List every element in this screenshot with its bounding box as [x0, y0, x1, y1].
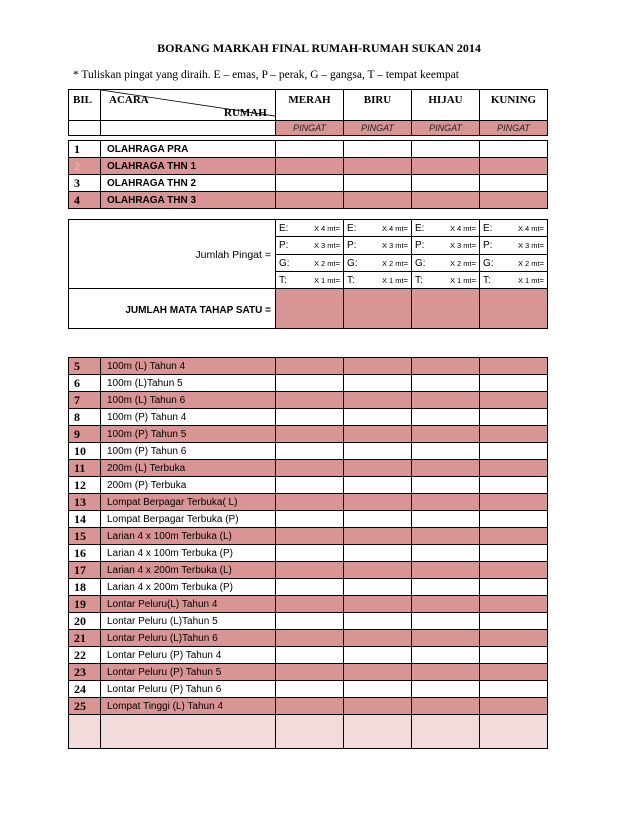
row-number: 20	[69, 613, 101, 630]
score-cell-merah[interactable]	[276, 426, 344, 443]
medal-multiplier: X 3 mt=	[381, 241, 408, 250]
score-cell-merah[interactable]	[276, 528, 344, 545]
score-cell-merah[interactable]	[276, 375, 344, 392]
row-number: 22	[69, 647, 101, 664]
score-cell-hijau[interactable]	[412, 528, 480, 545]
event-name: Larian 4 x 100m Terbuka (L)	[101, 528, 276, 545]
table-row	[69, 511, 548, 528]
table-row	[69, 409, 548, 426]
score-cell-kuning[interactable]	[480, 681, 548, 698]
score-cell-biru[interactable]	[344, 698, 412, 715]
medal-input-cell[interactable]	[276, 220, 344, 237]
medal-multiplier: X 2 mt=	[449, 258, 476, 268]
score-cell-biru[interactable]	[344, 443, 412, 460]
medal-multiplier: X 4 mt=	[517, 223, 544, 233]
score-cell-hijau[interactable]	[412, 443, 480, 460]
row-number: 16	[69, 545, 101, 562]
table-row	[69, 698, 548, 715]
medal-multiplier: X 2 mt=	[517, 258, 544, 268]
event-name: Lontar Peluru (P) Tahun 4	[101, 647, 276, 664]
medal-code: G:	[279, 257, 290, 269]
acara-rumah-header	[101, 90, 276, 121]
medal-code: E:	[483, 222, 493, 234]
medal-code: P:	[415, 240, 425, 251]
table-row	[69, 562, 548, 579]
score-cell-kuning[interactable]	[480, 460, 548, 477]
summary-table	[68, 219, 548, 329]
score-cell-biru[interactable]	[344, 358, 412, 375]
pingat-label: PINGAT	[344, 121, 412, 136]
event-name: Lontar Peluru (P) Tahun 5	[101, 664, 276, 681]
blank-cell	[101, 121, 276, 136]
table-row	[69, 192, 548, 209]
medal-code: E:	[347, 222, 357, 234]
score-cell-biru[interactable]	[344, 141, 412, 158]
score-cell-biru[interactable]	[344, 460, 412, 477]
event-name: 100m (L) Tahun 4	[101, 358, 276, 375]
row-number: 23	[69, 664, 101, 681]
score-cell-biru[interactable]	[344, 528, 412, 545]
blank-cell	[69, 121, 101, 136]
event-name: 100m (P) Tahun 4	[101, 409, 276, 426]
blank-cell[interactable]	[480, 715, 548, 749]
table-row	[69, 426, 548, 443]
score-cell-kuning[interactable]	[480, 358, 548, 375]
score-cell-merah[interactable]	[276, 477, 344, 494]
row-number: 6	[69, 375, 101, 392]
table-row	[69, 596, 548, 613]
score-cell-biru[interactable]	[344, 511, 412, 528]
medal-multiplier: X 4 mt=	[449, 223, 476, 233]
pingat-label: PINGAT	[480, 121, 548, 136]
score-cell-kuning[interactable]	[480, 426, 548, 443]
medal-multiplier: X 3 mt=	[517, 241, 544, 250]
event-name: 100m (P) Tahun 5	[101, 426, 276, 443]
table-row	[69, 681, 548, 698]
house-hijau-header: HIJAU	[412, 90, 480, 121]
score-cell-hijau[interactable]	[412, 141, 480, 158]
medal-multiplier: X 1 mt=	[449, 275, 476, 285]
score-cell-kuning[interactable]	[480, 192, 548, 209]
score-cell-merah[interactable]	[276, 596, 344, 613]
score-cell-biru[interactable]	[344, 647, 412, 664]
event-name: Lontar Peluru (P) Tahun 6	[101, 681, 276, 698]
score-cell-kuning[interactable]	[480, 596, 548, 613]
score-cell-biru[interactable]	[344, 409, 412, 426]
blank-cell	[101, 715, 276, 749]
medal-multiplier: X 4 mt=	[313, 223, 340, 233]
score-cell-biru[interactable]	[344, 664, 412, 681]
event-name: Lompat Tinggi (L) Tahun 4	[101, 698, 276, 715]
house-merah-header: MERAH	[276, 90, 344, 121]
score-cell-merah[interactable]	[276, 647, 344, 664]
table-row	[69, 647, 548, 664]
medal-code: G:	[347, 257, 358, 269]
blank-cell[interactable]	[412, 715, 480, 749]
score-cell-biru[interactable]	[344, 192, 412, 209]
acara-header: ACARA	[109, 94, 149, 106]
event-name: Lontar Peluru(L) Tahun 4	[101, 596, 276, 613]
event-name: 100m (L) Tahun 6	[101, 392, 276, 409]
score-cell-hijau[interactable]	[412, 158, 480, 175]
event-name: OLAHRAGA PRA	[101, 141, 276, 158]
row-number: 19	[69, 596, 101, 613]
table-row	[69, 494, 548, 511]
score-cell-kuning[interactable]	[480, 562, 548, 579]
score-cell-merah[interactable]	[276, 358, 344, 375]
medal-code: P:	[483, 240, 493, 251]
jumlah-pingat-label-cell	[69, 220, 276, 289]
row-number: 10	[69, 443, 101, 460]
score-cell-merah[interactable]	[276, 681, 344, 698]
table-row	[69, 175, 548, 192]
table-row	[69, 158, 548, 175]
medal-input-cell[interactable]	[480, 237, 548, 255]
medal-input-cell[interactable]	[276, 237, 344, 255]
score-cell-kuning[interactable]	[480, 698, 548, 715]
score-cell-hijau[interactable]	[412, 477, 480, 494]
score-cell-hijau[interactable]	[412, 426, 480, 443]
score-cell-merah[interactable]	[276, 443, 344, 460]
medal-multiplier: X 1 mt=	[517, 275, 544, 285]
pingat-label: PINGAT	[276, 121, 344, 136]
score-cell-kuning[interactable]	[480, 528, 548, 545]
score-cell-merah[interactable]	[276, 511, 344, 528]
table-row	[69, 392, 548, 409]
pingat-row	[69, 121, 548, 136]
medal-multiplier: X 1 mt=	[313, 275, 340, 285]
medal-code: T:	[279, 274, 287, 286]
medal-multiplier: X 2 mt=	[381, 258, 408, 268]
score-cell-kuning[interactable]	[480, 175, 548, 192]
header-row	[69, 90, 548, 121]
score-cell-hijau[interactable]	[412, 192, 480, 209]
table-row	[69, 477, 548, 494]
score-cell-merah[interactable]	[276, 409, 344, 426]
score-cell-biru[interactable]	[344, 175, 412, 192]
bil-header: BIL	[69, 90, 101, 121]
table-row	[69, 141, 548, 158]
table-row	[69, 579, 548, 596]
score-cell-biru[interactable]	[344, 613, 412, 630]
table-row	[69, 664, 548, 681]
row-number: 24	[69, 681, 101, 698]
score-cell-kuning[interactable]	[480, 141, 548, 158]
table-row	[69, 528, 548, 545]
medal-input-cell[interactable]	[344, 272, 412, 289]
medal-multiplier: X 3 mt=	[449, 241, 476, 250]
medal-input-cell[interactable]	[480, 272, 548, 289]
score-cell-kuning[interactable]	[480, 158, 548, 175]
score-cell-hijau[interactable]	[412, 175, 480, 192]
house-kuning-header: KUNING	[480, 90, 548, 121]
medal-input-cell[interactable]	[344, 220, 412, 237]
score-cell-kuning[interactable]	[480, 511, 548, 528]
event-name: Larian 4 x 200m Terbuka (L)	[101, 562, 276, 579]
event-name: Larian 4 x 200m Terbuka (P)	[101, 579, 276, 596]
medal-code: T:	[483, 274, 491, 286]
total-kuning-cell[interactable]	[480, 289, 548, 329]
score-cell-kuning[interactable]	[480, 613, 548, 630]
house-biru-header: BIRU	[344, 90, 412, 121]
blank-cell[interactable]	[344, 715, 412, 749]
score-cell-biru[interactable]	[344, 494, 412, 511]
score-cell-hijau[interactable]	[412, 562, 480, 579]
score-cell-hijau[interactable]	[412, 613, 480, 630]
total-hijau-cell[interactable]	[412, 289, 480, 329]
medal-code: P:	[279, 240, 289, 251]
score-cell-merah[interactable]	[276, 613, 344, 630]
score-cell-hijau[interactable]	[412, 698, 480, 715]
medal-multiplier: X 1 mt=	[381, 275, 408, 285]
score-cell-kuning[interactable]	[480, 579, 548, 596]
score-cell-hijau[interactable]	[412, 375, 480, 392]
medal-code: E:	[415, 222, 425, 234]
score-cell-kuning[interactable]	[480, 630, 548, 647]
event-name: Larian 4 x 100m Terbuka (P)	[101, 545, 276, 562]
row-number: 12	[69, 477, 101, 494]
score-cell-kuning[interactable]	[480, 375, 548, 392]
medal-multiplier: X 4 mt=	[381, 223, 408, 233]
medal-code: P:	[347, 240, 357, 251]
score-cell-hijau[interactable]	[412, 579, 480, 596]
row-number: 5	[69, 358, 101, 375]
row-number: 17	[69, 562, 101, 579]
score-cell-kuning[interactable]	[480, 647, 548, 664]
score-cell-hijau[interactable]	[412, 664, 480, 681]
event-name: OLAHRAGA THN 3	[101, 192, 276, 209]
row-number: 18	[69, 579, 101, 596]
score-cell-merah[interactable]	[276, 175, 344, 192]
event-name: Lontar Peluru (L)Tahun 5	[101, 613, 276, 630]
score-cell-merah[interactable]	[276, 494, 344, 511]
score-cell-merah[interactable]	[276, 158, 344, 175]
event-name: OLAHRAGA THN 2	[101, 175, 276, 192]
row-number: 4	[69, 192, 101, 209]
table-row	[69, 358, 548, 375]
empty-row	[69, 715, 548, 749]
score-cell-hijau[interactable]	[412, 409, 480, 426]
score-cell-kuning[interactable]	[480, 545, 548, 562]
medal-input-cell[interactable]	[344, 255, 412, 272]
rumah-header: RUMAH	[224, 107, 267, 119]
score-cell-hijau[interactable]	[412, 596, 480, 613]
score-cell-biru[interactable]	[344, 596, 412, 613]
event-name: 200m (L) Terbuka	[101, 460, 276, 477]
score-cell-merah[interactable]	[276, 192, 344, 209]
total-biru-cell[interactable]	[344, 289, 412, 329]
event-name: 100m (P) Tahun 6	[101, 443, 276, 460]
score-cell-merah[interactable]	[276, 392, 344, 409]
table-row	[69, 443, 548, 460]
score-cell-merah[interactable]	[276, 545, 344, 562]
table-row	[69, 613, 548, 630]
total-merah-cell[interactable]	[276, 289, 344, 329]
score-cell-kuning[interactable]	[480, 494, 548, 511]
event-name: 200m (P) Terbuka	[101, 477, 276, 494]
blank-cell[interactable]	[276, 715, 344, 749]
instruction-note: * Tuliskan pingat yang diraih. E – emas, P – perak, G – gangsa, T – tempat keempat	[73, 69, 459, 81]
score-cell-merah[interactable]	[276, 460, 344, 477]
header-table	[68, 89, 548, 209]
score-cell-biru[interactable]	[344, 392, 412, 409]
score-cell-kuning[interactable]	[480, 443, 548, 460]
score-cell-merah[interactable]	[276, 579, 344, 596]
event-name: 100m (L)Tahun 5	[101, 375, 276, 392]
medal-code: G:	[415, 257, 426, 269]
event-name: Lompat Berpagar Terbuka (P)	[101, 511, 276, 528]
medal-code: G:	[483, 257, 494, 269]
pingat-label: PINGAT	[412, 121, 480, 136]
row-number: 1	[69, 141, 101, 158]
score-cell-kuning[interactable]	[480, 409, 548, 426]
medal-input-cell[interactable]	[412, 237, 480, 255]
score-cell-biru[interactable]	[344, 579, 412, 596]
score-cell-hijau[interactable]	[412, 545, 480, 562]
row-number: 8	[69, 409, 101, 426]
score-cell-hijau[interactable]	[412, 647, 480, 664]
score-cell-kuning[interactable]	[480, 664, 548, 681]
row-number: 7	[69, 392, 101, 409]
medal-code: E:	[279, 222, 289, 234]
table-row	[69, 460, 548, 477]
medal-input-cell[interactable]	[412, 255, 480, 272]
score-cell-biru[interactable]	[344, 681, 412, 698]
row-number: 25	[69, 698, 101, 715]
row-number: 11	[69, 460, 101, 477]
event-name: Lontar Peluru (L)Tahun 6	[101, 630, 276, 647]
score-cell-hijau[interactable]	[412, 392, 480, 409]
row-number: 21	[69, 630, 101, 647]
jumlah-mata-label-cell	[69, 289, 276, 329]
score-cell-biru[interactable]	[344, 375, 412, 392]
medal-input-cell[interactable]	[276, 272, 344, 289]
jumlah-pingat-label: Jumlah Pingat =	[195, 249, 271, 261]
score-cell-merah[interactable]	[276, 630, 344, 647]
score-cell-biru[interactable]	[344, 158, 412, 175]
blank-cell	[69, 715, 101, 749]
table-row	[69, 375, 548, 392]
medal-multiplier: X 3 mt=	[313, 241, 340, 250]
event-name: OLAHRAGA THN 1	[101, 158, 276, 175]
score-cell-biru[interactable]	[344, 477, 412, 494]
score-cell-biru[interactable]	[344, 426, 412, 443]
score-cell-hijau[interactable]	[412, 460, 480, 477]
medal-input-cell[interactable]	[412, 220, 480, 237]
medal-input-cell[interactable]	[480, 255, 548, 272]
row-number: 13	[69, 494, 101, 511]
row-number: 14	[69, 511, 101, 528]
event-name: Lompat Berpagar Terbuka( L)	[101, 494, 276, 511]
score-cell-kuning[interactable]	[480, 392, 548, 409]
score-cell-biru[interactable]	[344, 545, 412, 562]
score-cell-biru[interactable]	[344, 630, 412, 647]
table-row	[69, 545, 548, 562]
score-cell-kuning[interactable]	[480, 477, 548, 494]
row-number: 15	[69, 528, 101, 545]
medal-input-cell[interactable]	[276, 255, 344, 272]
medal-multiplier: X 2 mt=	[313, 258, 340, 268]
score-cell-merah[interactable]	[276, 141, 344, 158]
row-number: 2	[69, 158, 101, 175]
jumlah-mata-label: JUMLAH MATA TAHAP SATU =	[125, 304, 271, 316]
medal-code: T:	[347, 274, 355, 286]
table-row	[69, 630, 548, 647]
score-cell-merah[interactable]	[276, 562, 344, 579]
score-cell-merah[interactable]	[276, 664, 344, 681]
medal-input-cell[interactable]	[412, 272, 480, 289]
score-cell-hijau[interactable]	[412, 511, 480, 528]
events-table	[68, 357, 548, 749]
row-number: 3	[69, 175, 101, 192]
row-number: 9	[69, 426, 101, 443]
medal-code: T:	[415, 274, 423, 286]
medal-input-cell[interactable]	[344, 237, 412, 255]
score-cell-merah[interactable]	[276, 698, 344, 715]
score-cell-biru[interactable]	[344, 562, 412, 579]
score-cell-hijau[interactable]	[412, 494, 480, 511]
form-title: BORANG MARKAH FINAL RUMAH-RUMAH SUKAN 2014	[157, 41, 481, 55]
medal-input-cell[interactable]	[480, 220, 548, 237]
score-cell-hijau[interactable]	[412, 630, 480, 647]
score-cell-hijau[interactable]	[412, 681, 480, 698]
score-cell-hijau[interactable]	[412, 358, 480, 375]
